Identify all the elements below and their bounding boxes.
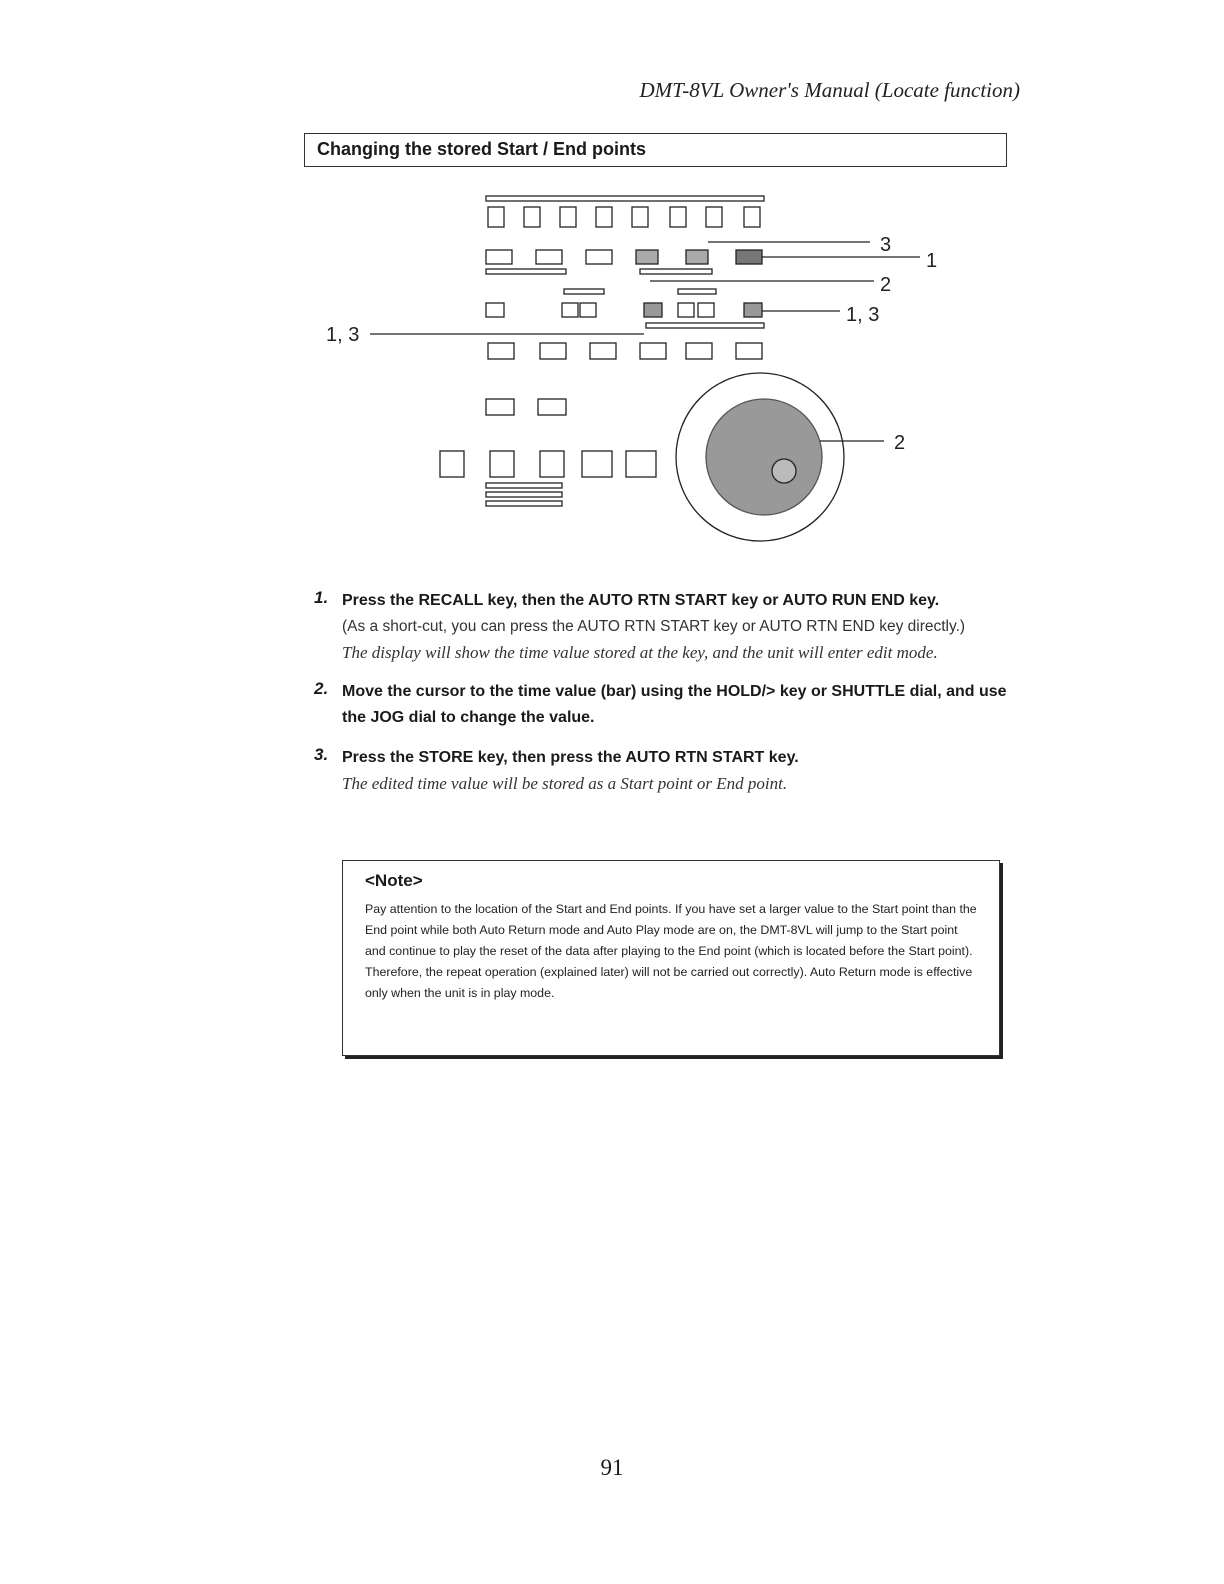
step-result: The edited time value will be stored as a Start point or End point. bbox=[342, 774, 788, 793]
callout-label: 1, 3 bbox=[846, 304, 880, 326]
running-header: DMT-8VL Owner's Manual (Locate function) bbox=[639, 78, 1020, 102]
step-instruction: Press the STORE key, then press the AUTO RTN START key. bbox=[342, 749, 799, 766]
callout-label: 2 bbox=[880, 274, 892, 296]
step-instruction: Press the RECALL key, then the AUTO RTN START key or AUTO RUN END key. bbox=[342, 592, 940, 609]
transport-keys bbox=[440, 451, 656, 506]
step bbox=[310, 588, 1010, 665]
callout-label: 1, 3 bbox=[326, 324, 360, 346]
track-keys bbox=[488, 207, 760, 227]
callout-label: 2 bbox=[894, 432, 906, 454]
step-instruction: Move the cursor to the time value (bar) using the HOLD/> key or SHUTTLE dial, and use the JOG dial to change the value. bbox=[342, 683, 1007, 726]
step-number: 3. bbox=[314, 745, 329, 764]
note-box bbox=[342, 860, 1000, 1056]
jog-knob bbox=[772, 459, 796, 483]
note-title: <Note> bbox=[365, 871, 423, 890]
note-body: Pay attention to the location of the Start and End points. If you have set a larger value to the Start point than the End point while both Auto Return mode and Auto Play mode are on, the DMT-8VL will jump to the Start point and continue to play the reset of the data after playing to the End point (which is located before the Start point). Therefore, the repeat operation (explained later) will not be carried out correctly). Auto Return mode is effective only when the unit is in play mode. bbox=[365, 902, 977, 1000]
step-number: 1. bbox=[314, 588, 329, 607]
callout-label: 3 bbox=[880, 234, 892, 256]
track-select-bracket bbox=[486, 196, 764, 201]
step-parenthetical: (As a short-cut, you can press the AUTO RTN START key or AUTO RTN END key directly.) bbox=[342, 618, 966, 635]
step bbox=[310, 745, 1010, 796]
step-result: The display will show the time value stored at the key, and the unit will enter edit mode. bbox=[342, 643, 938, 662]
section-title: Changing the stored Start / End points bbox=[304, 133, 1007, 167]
callout-label: 1 bbox=[926, 250, 938, 272]
step bbox=[310, 679, 1010, 731]
page-number: 91 bbox=[600, 1455, 624, 1480]
jog-dial bbox=[706, 399, 822, 515]
panel-diagram bbox=[300, 185, 960, 555]
function-keys-row3 bbox=[486, 289, 764, 328]
locate-keys-row bbox=[486, 399, 566, 415]
step-number: 2. bbox=[314, 679, 329, 698]
edit-keys-row bbox=[488, 343, 762, 359]
steps-list bbox=[310, 588, 1010, 810]
function-keys-row2 bbox=[486, 250, 762, 274]
